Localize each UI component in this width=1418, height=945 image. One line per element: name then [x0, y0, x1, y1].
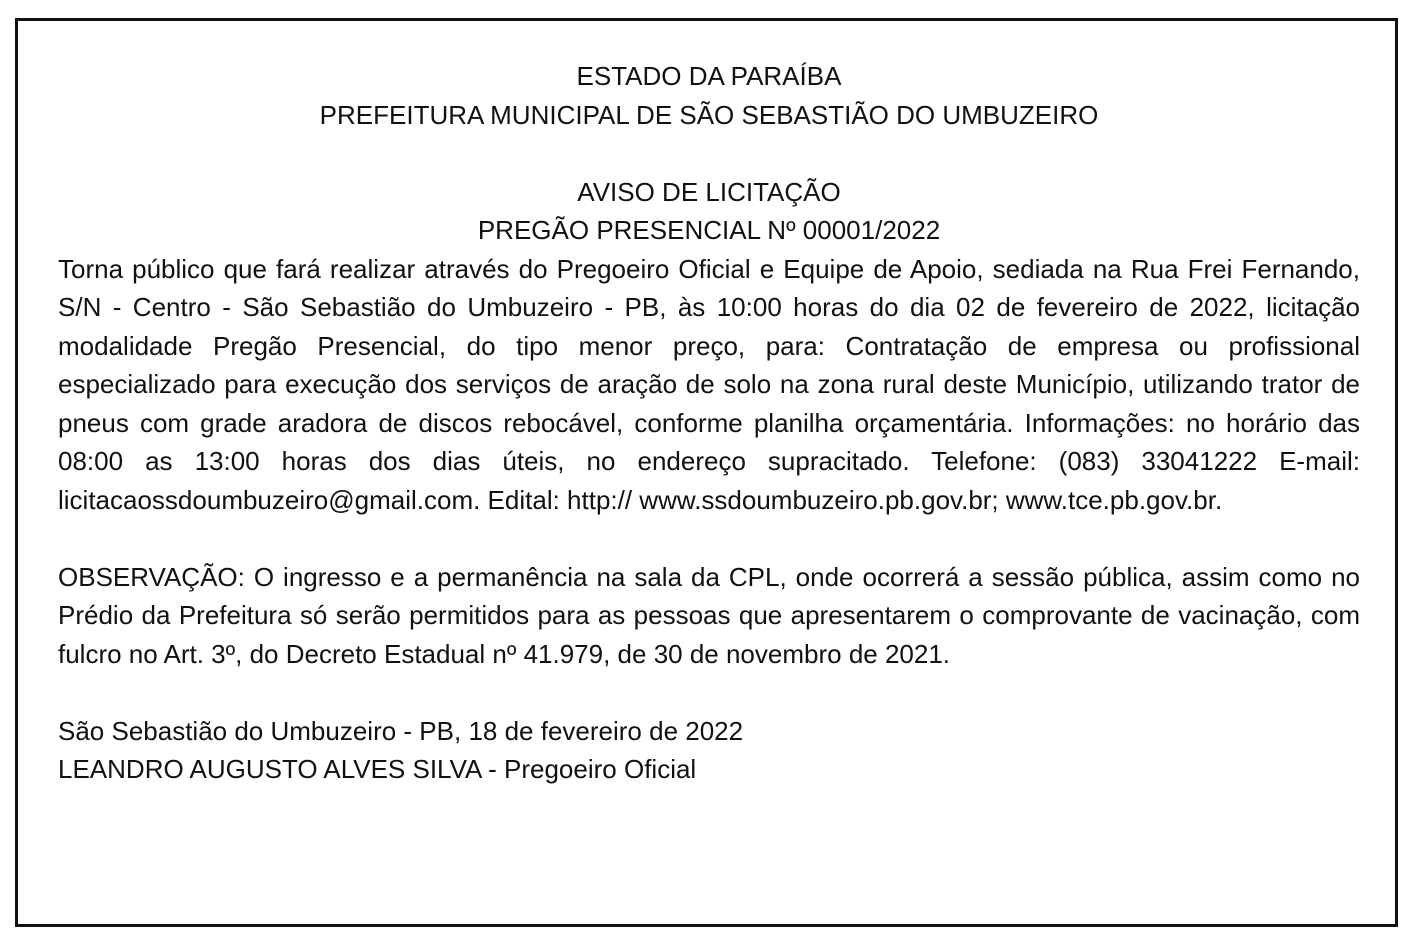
spacer: [58, 673, 1360, 712]
signatory: LEANDRO AUGUSTO ALVES SILVA - Pregoeiro Oficial: [58, 754, 697, 784]
spacer: [58, 519, 1360, 558]
place-date: São Sebastião do Umbuzeiro - PB, 18 de fevereiro de 2022: [58, 715, 744, 746]
spacer: [58, 134, 1360, 173]
state-heading: ESTADO DA PARAÍBA: [576, 61, 842, 91]
notice-document: [58, 57, 1360, 789]
notice-body: Torna público que fará realizar através do Pregoeiro Oficial e Equipe de Apoio, sediada na Rua Frei Fernando, S/N - Centro - São Sebastião do Umbuzeiro - PB, às 10:00 horas do dia 02 de fevereiro de 2022, licitação modalidade Pregão Presencial, do tipo menor preço, para: Contratação de empresa ou profissional especializado para execução dos serviços de aração de solo na zona rural deste Município, utilizando trator de pneus com grade aradora de discos rebocável, conforme planilha orçamentária. Informações: no horário das 08:00 as 13:00 horas dos dias úteis, no endereço supracitado. Telefone: (083) 33041222 E-mail: licitacaossdoumbuzeiro@gmail.com. Edital: http:// www.ssdoumbuzeiro.pb.gov.br; www.tce.pb.gov.br.: [58, 253, 1360, 515]
notice-number: PREGÃO PRESENCIAL Nº 00001/2022: [477, 215, 941, 245]
observation-paragraph: OBSERVAÇÃO: O ingresso e a permanência na sala da CPL, onde ocorrerá a sessão pública, assim como no Prédio da Prefeitura só serão permitidos para as pessoas que apresentarem o comprovante de vacinação, com fulcro no Art. 3º, do Decreto Estadual nº 41.979, de 30 de novembro de 2021.: [58, 561, 1360, 669]
municipality-heading: PREFEITURA MUNICIPAL DE SÃO SEBASTIÃO DO UMBUZEIRO: [319, 99, 1099, 130]
notice-title: AVISO DE LICITAÇÃO: [577, 176, 841, 207]
